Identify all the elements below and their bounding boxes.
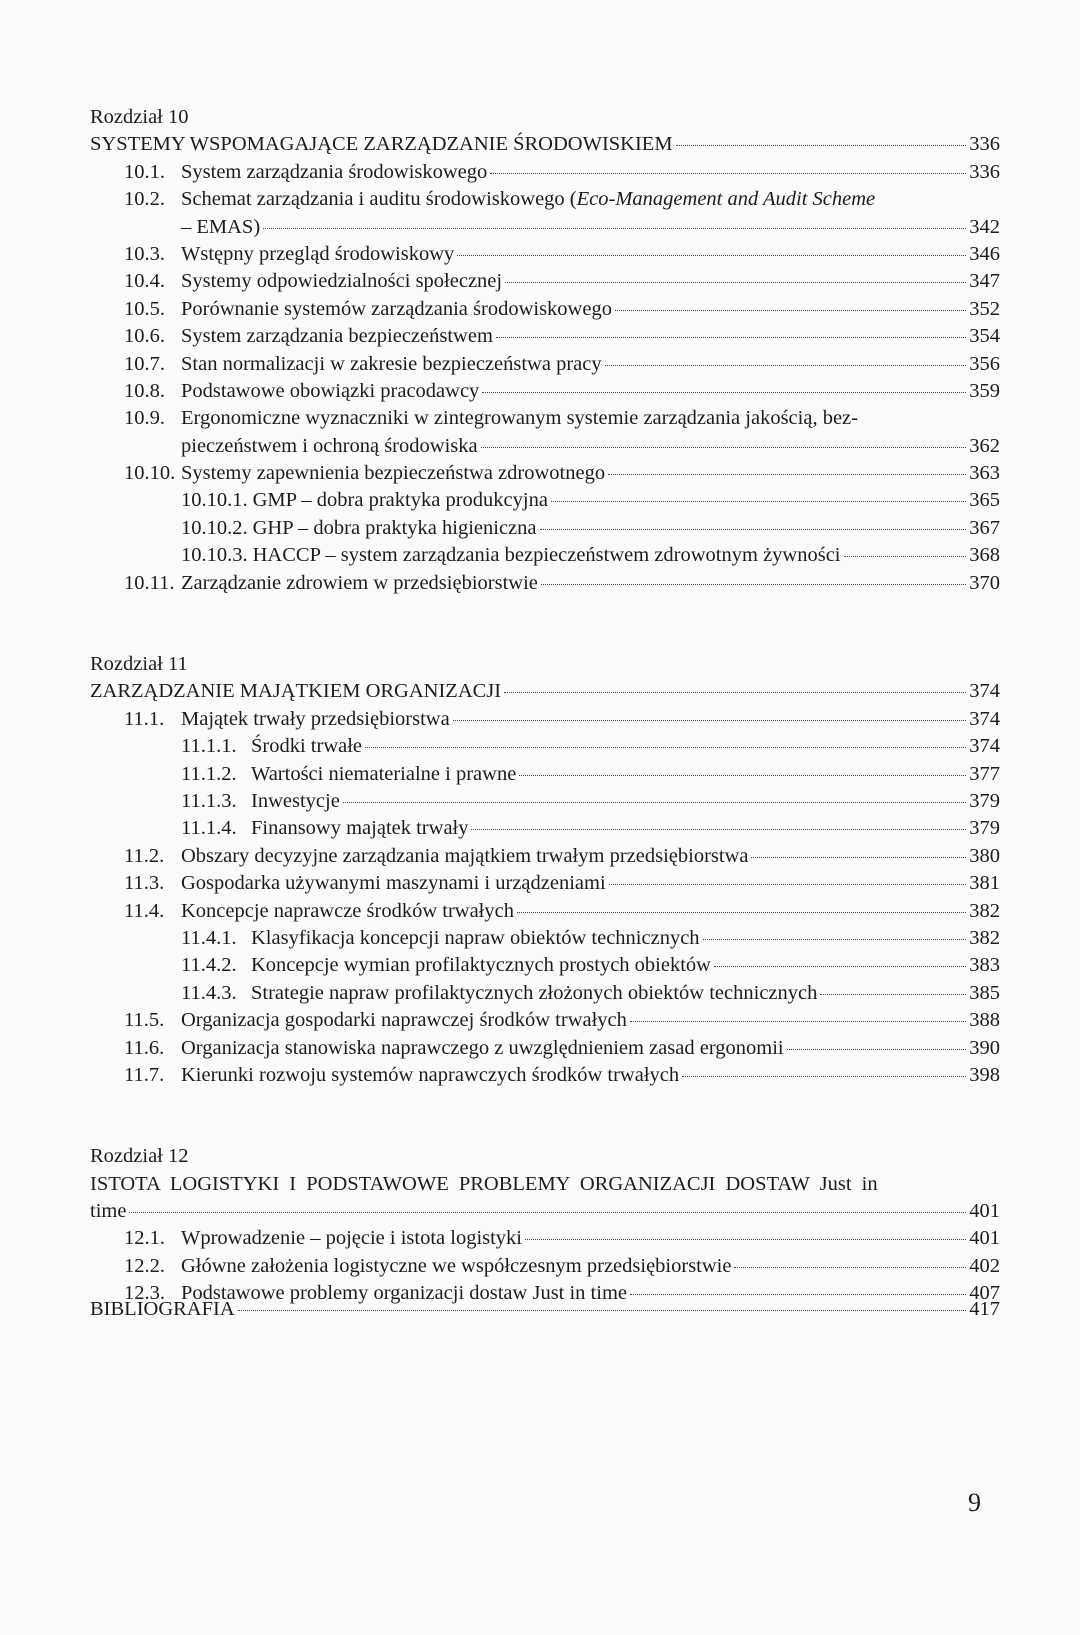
- leader-dots: [496, 337, 966, 338]
- section-title: Kierunki rozwoju systemów naprawczych środków trwałych: [181, 1063, 680, 1086]
- title-text: Schemat zarządzania i auditu środowiskowego (: [181, 188, 577, 211]
- subsection-title: GHP – dobra praktyka higieniczna: [252, 516, 537, 539]
- page-number: 379: [969, 789, 1000, 812]
- leader-dots: [453, 720, 967, 721]
- section-title: Główne założenia logistyczne we współczesnym przedsiębiorstwie: [181, 1254, 732, 1277]
- leader-dots: [541, 584, 966, 585]
- chapter-12: [90, 1143, 1000, 1307]
- bibliography-entry: [90, 1296, 1000, 1323]
- page-number: 390: [969, 1036, 1000, 1059]
- page-number: 363: [969, 462, 1000, 485]
- toc-entry: [90, 1007, 1000, 1034]
- page-number: 352: [969, 297, 1000, 320]
- chapter-label: Rozdział 10: [90, 106, 189, 128]
- bibliography-row: [90, 1296, 1000, 1323]
- leader-dots: [787, 1049, 967, 1050]
- section-number: 10.5.: [124, 297, 165, 320]
- section-number: 12.2.: [124, 1254, 165, 1277]
- leader-dots: [481, 447, 967, 448]
- toc-entry: [90, 405, 1000, 432]
- subsection-title: HACCP – system zarządzania bezpieczeństwem zdrowotnym żywności: [252, 544, 841, 567]
- section-number: 10.7.: [124, 352, 165, 375]
- leader-dots: [263, 228, 966, 229]
- section-title: Systemy zapewnienia bezpieczeństwa zdrowotnego: [181, 462, 606, 485]
- subsection-number: 11.4.2.: [181, 954, 237, 977]
- subsection-title: Wartości niematerialne i prawne: [251, 762, 517, 785]
- section-title: Stan normalizacji w zakresie bezpieczeństwa pracy: [181, 352, 602, 375]
- leader-dots: [482, 392, 966, 393]
- toc-entry-continuation: [90, 214, 1000, 241]
- leader-dots: [676, 145, 967, 146]
- subsection-number: 11.1.1.: [181, 735, 237, 758]
- toc-entry: [90, 378, 1000, 405]
- page-number: 382: [969, 899, 1000, 922]
- section-title: Koncepcje naprawcze środków trwałych: [181, 899, 514, 922]
- section-title-continued: pieczeństwem i ochroną środowiska: [181, 434, 478, 457]
- page-number: 359: [969, 379, 1000, 402]
- leader-dots: [608, 474, 966, 475]
- subsection-number: 10.10.3.: [181, 544, 248, 567]
- subsection-title: Inwestycje: [251, 789, 340, 812]
- toc-subentry: [90, 925, 1000, 952]
- chapter-title-continuation: [90, 1198, 1000, 1225]
- toc-entry: [90, 351, 1000, 378]
- subsection-title: Środki trwałe: [251, 735, 363, 758]
- toc-entry: [90, 460, 1000, 487]
- subsection-number: 11.1.3.: [181, 789, 237, 812]
- toc-entry: [90, 241, 1000, 268]
- leader-dots: [343, 802, 966, 803]
- page-number: 402: [969, 1254, 1000, 1277]
- subsection-number: 10.10.2.: [181, 516, 248, 539]
- section-title: [181, 186, 875, 213]
- toc-entry: [90, 186, 1000, 213]
- toc-entry-continuation: [90, 433, 1000, 460]
- subsection-title: Koncepcje wymian profilaktycznych prostych obiektów: [251, 954, 711, 977]
- page-number: 374: [969, 680, 1000, 703]
- section-number: 10.8.: [124, 379, 165, 402]
- toc-subentry: [90, 761, 1000, 788]
- section-number: 12.3.: [124, 1282, 165, 1305]
- page-number: 377: [969, 762, 1000, 785]
- toc-subentry: [90, 515, 1000, 542]
- section-number: 10.11.: [124, 571, 175, 594]
- leader-dots: [844, 556, 967, 557]
- chapter-11: [90, 651, 1000, 1089]
- subsection-number: 11.4.1.: [181, 926, 237, 949]
- section-number: 11.6.: [124, 1036, 165, 1059]
- leader-dots: [609, 884, 967, 885]
- chapter-title: SYSTEMY WSPOMAGAJĄCE ZARZĄDZANIE ŚRODOWISKIEM: [90, 133, 673, 156]
- chapter-title-row: [90, 1171, 1000, 1198]
- subsection-title: Klasyfikacja koncepcji napraw obiektów technicznych: [251, 926, 700, 949]
- section-title: System zarządzania środowiskowego: [181, 160, 488, 183]
- chapter-label: Rozdział 12: [90, 1145, 189, 1168]
- page-number: 347: [969, 270, 1000, 293]
- leader-dots: [505, 282, 966, 283]
- section-title: Organizacja gospodarki naprawczej środków trwałych: [181, 1009, 627, 1032]
- section-number: 10.1.: [124, 160, 165, 183]
- leader-dots: [238, 1310, 967, 1311]
- section-number: 11.4.: [124, 899, 165, 922]
- subsection-number: 10.10.1.: [181, 489, 248, 512]
- leader-dots: [519, 775, 966, 776]
- leader-dots: [630, 1021, 966, 1022]
- leader-dots: [540, 529, 967, 530]
- chapter-title-row: [90, 678, 1000, 705]
- section-title: Podstawowe problemy organizacji dostaw Just in time: [181, 1282, 627, 1305]
- section-title: Wprowadzenie – pojęcie i istota logistyki: [181, 1227, 523, 1250]
- section-title: Zarządzanie zdrowiem w przedsiębiorstwie: [181, 571, 538, 594]
- subsection-title: Finansowy majątek trwały: [251, 817, 469, 840]
- page-number: 362: [969, 434, 1000, 457]
- leader-dots: [471, 829, 966, 830]
- page-number: 336: [969, 133, 1000, 156]
- section-number: 11.2.: [124, 844, 165, 867]
- page-number: 398: [969, 1063, 1000, 1086]
- section-title-continued: – EMAS): [181, 215, 261, 238]
- subsection-title: Strategie napraw profilaktycznych złożonych obiektów technicznych: [251, 981, 818, 1004]
- page-number: 342: [969, 215, 1000, 238]
- section-number: 10.4.: [124, 270, 165, 293]
- page-number: 380: [969, 844, 1000, 867]
- section-title: Podstawowe obowiązki pracodawcy: [181, 379, 480, 402]
- leader-dots: [605, 365, 967, 366]
- leader-dots: [365, 747, 966, 748]
- leader-dots: [504, 692, 966, 693]
- subsection-number: 11.1.2.: [181, 762, 237, 785]
- chapter-title: ZARZĄDZANIE MAJĄTKIEM ORGANIZACJI: [90, 680, 502, 703]
- page-number: 401: [969, 1227, 1000, 1250]
- toc-entry: [90, 706, 1000, 733]
- chapter-10: [90, 104, 1000, 597]
- chapter-title: ISTOTA LOGISTYKI I PODSTAWOWE PROBLEMY ORGANIZACJI DOSTAW Just in: [90, 1172, 878, 1195]
- leader-dots: [517, 912, 966, 913]
- toc-subentry: [90, 487, 1000, 514]
- subsection-title: GMP – dobra praktyka produkcyjna: [252, 489, 548, 512]
- page-number: 417: [969, 1298, 1000, 1320]
- section-number: 10.6.: [124, 325, 165, 348]
- page-number: 370: [969, 571, 1000, 594]
- toc-subentry: [90, 788, 1000, 815]
- toc-subentry: [90, 980, 1000, 1007]
- table-of-contents: [90, 104, 1000, 1308]
- leader-dots: [734, 1267, 966, 1268]
- page-number: 385: [969, 981, 1000, 1004]
- page-number: 368: [969, 544, 1000, 567]
- section-number: 11.7.: [124, 1063, 165, 1086]
- subsection-number: 11.4.3.: [181, 981, 237, 1004]
- leader-dots: [129, 1212, 966, 1213]
- bibliography-title: BIBLIOGRAFIA: [90, 1298, 235, 1320]
- leader-dots: [551, 501, 966, 502]
- toc-entry: [90, 268, 1000, 295]
- section-number: 10.10.: [124, 462, 176, 485]
- toc-entry: [90, 159, 1000, 186]
- chapter-title-row: [90, 131, 1000, 158]
- section-title: Obszary decyzyjne zarządzania majątkiem trwałym przedsiębiorstwa: [181, 844, 749, 867]
- toc-entry: [90, 870, 1000, 897]
- section-title: Porównanie systemów zarządzania środowiskowego: [181, 297, 612, 320]
- chapter-title-continued: time: [90, 1200, 127, 1223]
- title-italic-text: Eco-Management and Audit Scheme: [576, 188, 876, 211]
- leader-dots: [820, 994, 966, 995]
- toc-entry: [90, 323, 1000, 350]
- page-number: 379: [969, 817, 1000, 840]
- leader-dots: [490, 173, 966, 174]
- section-title: Ergonomiczne wyznaczniki w zintegrowanym systemie zarządzania jakością, bez-: [181, 407, 858, 430]
- leader-dots: [457, 255, 966, 256]
- section-title: Gospodarka używanymi maszynami i urządzeniami: [181, 872, 606, 895]
- section-number: 10.3.: [124, 242, 165, 265]
- toc-subentry: [90, 542, 1000, 569]
- page-number: 388: [969, 1009, 1000, 1032]
- leader-dots: [682, 1076, 966, 1077]
- toc-entry: [90, 296, 1000, 323]
- section-title: Systemy odpowiedzialności społecznej: [181, 270, 503, 293]
- leader-dots: [525, 1239, 966, 1240]
- page-number: 407: [969, 1282, 1000, 1305]
- section-title: System zarządzania bezpieczeństwem: [181, 325, 493, 348]
- page-number: 354: [969, 325, 1000, 348]
- section-number: 10.9.: [124, 407, 165, 430]
- section-number: 12.1.: [124, 1227, 165, 1250]
- page-number: 401: [969, 1200, 1000, 1223]
- section-number: 11.1.: [124, 707, 165, 730]
- page-folio: 9: [968, 1488, 981, 1517]
- toc-entry: [90, 570, 1000, 597]
- subsection-number: 11.1.4.: [181, 817, 237, 840]
- page-number: 382: [969, 926, 1000, 949]
- leader-dots: [615, 310, 966, 311]
- page-number: 381: [969, 872, 1000, 895]
- section-title: Majątek trwały przedsiębiorstwa: [181, 707, 450, 730]
- leader-dots: [751, 857, 966, 858]
- toc-entry: [90, 898, 1000, 925]
- page-number: 365: [969, 489, 1000, 512]
- chapter-label: Rozdział 11: [90, 653, 188, 676]
- toc-subentry: [90, 733, 1000, 760]
- toc-entry: [90, 1225, 1000, 1252]
- page-number: 374: [969, 707, 1000, 730]
- page-number: 356: [969, 352, 1000, 375]
- section-title: Organizacja stanowiska naprawczego z uwzględnieniem zasad ergonomii: [181, 1036, 784, 1059]
- toc-subentry: [90, 952, 1000, 979]
- page-number: 346: [969, 242, 1000, 265]
- page-number: 336: [969, 160, 1000, 183]
- page-number: 374: [969, 735, 1000, 758]
- toc-entry: [90, 1035, 1000, 1062]
- leader-dots: [714, 966, 966, 967]
- leader-dots: [703, 939, 967, 940]
- toc-entry: [90, 843, 1000, 870]
- toc-entry: [90, 1062, 1000, 1089]
- section-number: 11.3.: [124, 872, 165, 895]
- page-number: 367: [969, 516, 1000, 539]
- section-number: 11.5.: [124, 1009, 165, 1032]
- toc-entry: [90, 1253, 1000, 1280]
- section-title: Wstępny przegląd środowiskowy: [181, 242, 455, 265]
- page-number: 383: [969, 954, 1000, 977]
- toc-subentry: [90, 815, 1000, 842]
- section-number: 10.2.: [124, 188, 165, 211]
